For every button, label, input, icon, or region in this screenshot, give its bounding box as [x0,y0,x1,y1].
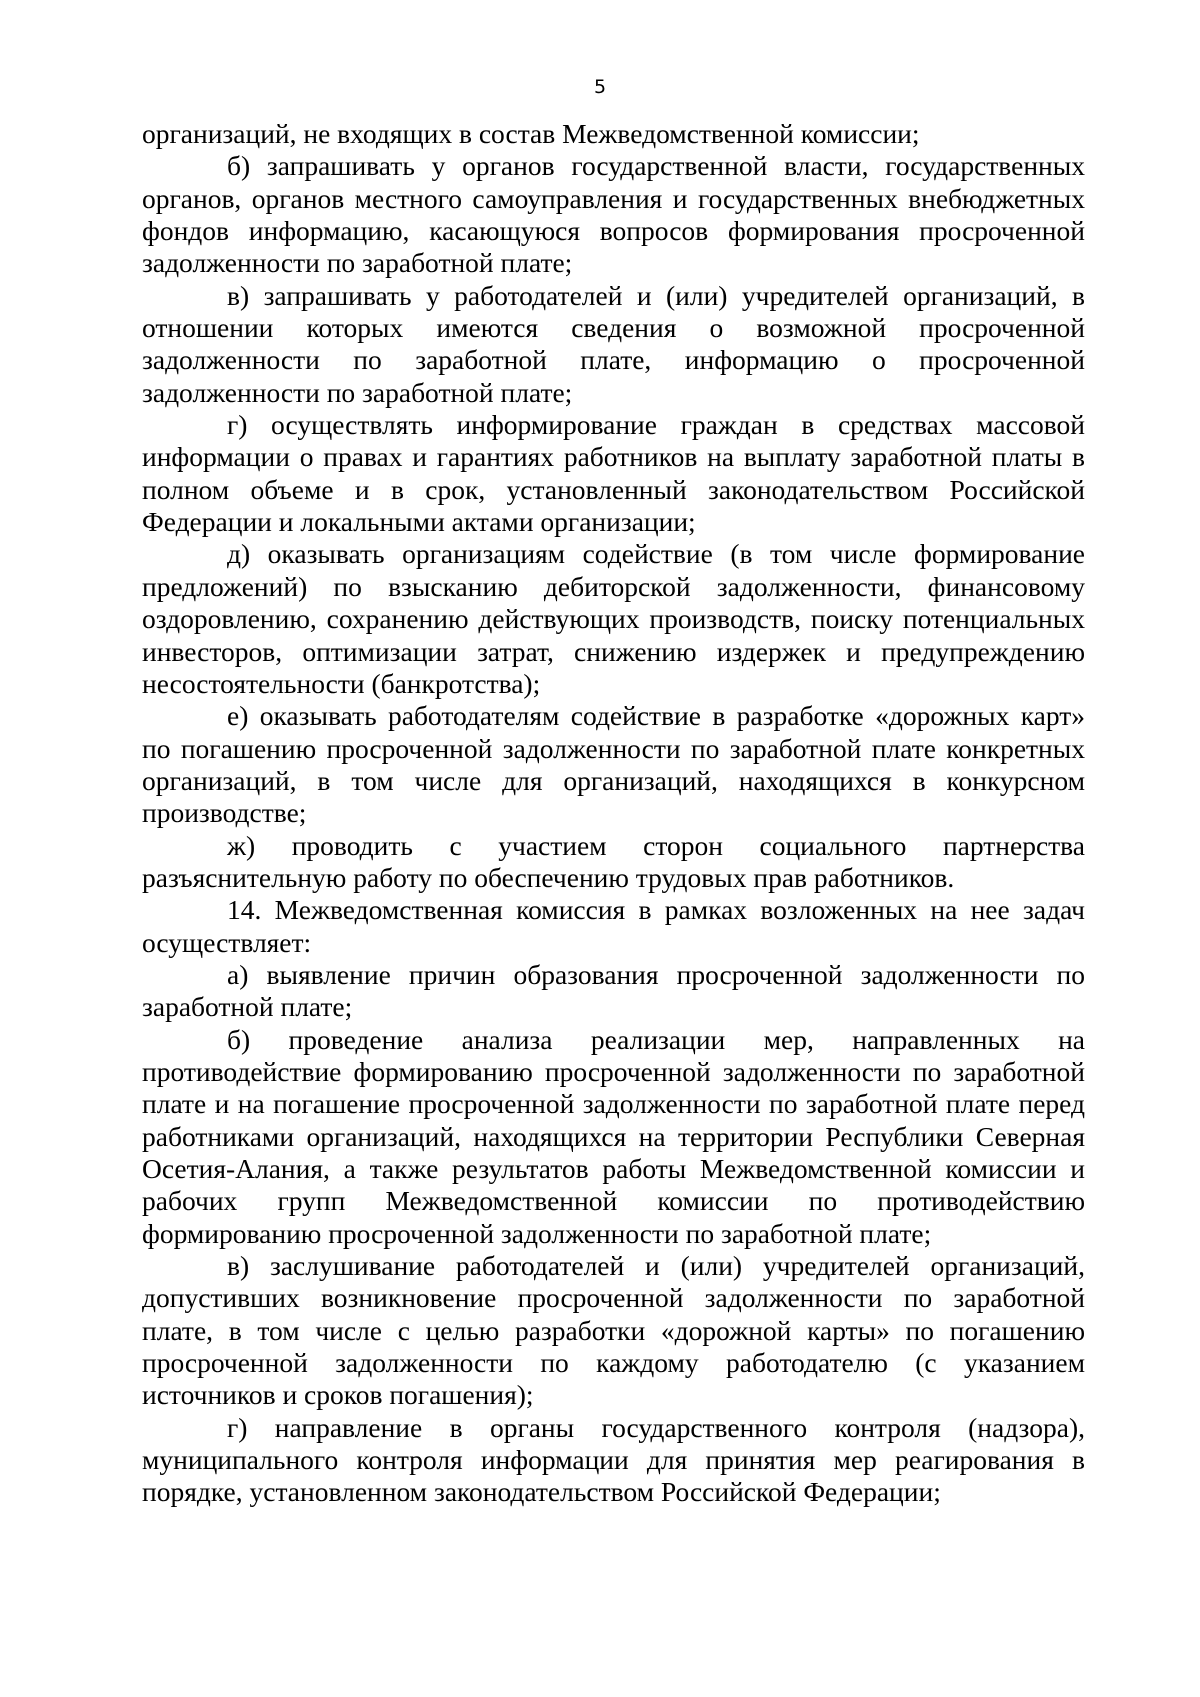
paragraph-item-b: б) запрашивать у органов государственной власти, государственных органов, органов местного самоуправления и государственных внебюджетных фондов информацию, касающуюся вопросов формирования просроченной задолженности по заработной плате; [142,150,1085,279]
paragraph-14-item-b: б) проведение анализа реализации мер, направленных на противодействие формированию просроченной задолженности по заработной плате и на погашение просроченной задолженности по заработной плате перед работниками организаций, находящихся на территории Республики Северная Осетия-Алания, а также результатов работы Межведомственной комиссии и рабочих групп Межведомственной комиссии по противодействию формированию просроченной задолженности по заработной плате; [142,1023,1085,1249]
paragraph-14-item-v: в) заслушивание работодателей и (или) учредителей организаций, допустивших возникновение просроченной задолженности по заработной плате, в том числе с целью разработки «дорожной карты» по погашению просроченной задолженности по каждому работодателю (с указанием источников и сроков погашения); [142,1250,1085,1411]
paragraph-section-14: 14. Межведомственная комиссия в рамках возложенных на нее задач осуществляет: [142,894,1085,958]
page-number: 5 [593,76,607,98]
paragraph-item-e: е) оказывать работодателям содействие в разработке «дорожных карт» по погашению просроченной задолженности по заработной плате конкретных организаций, в том числе для организаций, находящихся в конкурсном производстве; [142,700,1085,829]
document-body [142,118,1085,1509]
paragraph-continuation: организаций, не входящих в состав Межведомственной комиссии; [142,118,920,149]
paragraph-item-g: г) осуществлять информирование граждан в средствах массовой информации о правах и гарантиях работников на выплату заработной платы в полном объеме и в срок, установленный законодательством Российской Федерации и локальными актами организации; [142,409,1085,538]
paragraph-14-item-a: а) выявление причин образования просроченной задолженности по заработной плате; [142,958,1085,1023]
paragraph-14-item-g: г) направление в органы государственного контроля (надзора), муниципального контроля информации для принятия мер реагирования в порядке, установленном законодательством Российской Федерации; [142,1411,1085,1508]
paragraph-item-v: в) запрашивать у работодателей и (или) учредителей организаций, в отношении которых имеются сведения о возможной просроченной задолженности по заработной плате, информацию о просроченной задолженности по заработной плате; [142,279,1085,408]
paragraph-item-zh: ж) проводить с участием сторон социального партнерства разъяснительную работу по обеспечению трудовых прав работников. [142,829,1085,893]
paragraph-item-d: д) оказывать организациям содействие (в том числе формирование предложений) по взысканию дебиторской задолженности, финансовому оздоровлению, сохранению действующих производств, поиску потенциальных инвесторов, оптимизации затрат, снижению издержек и предупреждению несостоятельности (банкротства); [142,538,1085,699]
